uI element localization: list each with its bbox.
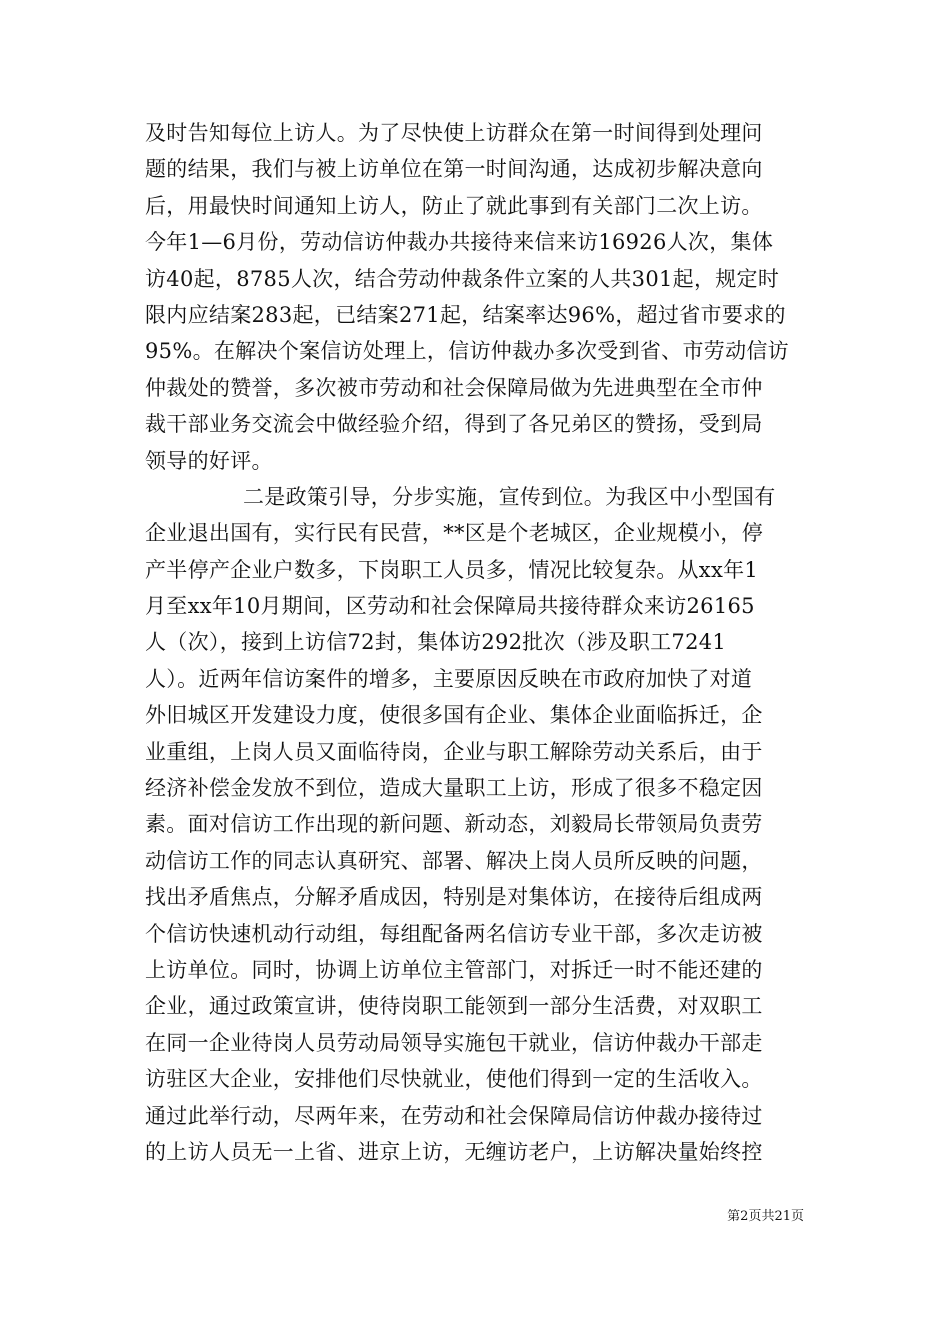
text-line-21: 动信访工作的同志认真研究、部署、解决上岗人员所反映的问题，	[145, 848, 763, 873]
paragraph-2-first-line: 二是政策引导，分步实施，宣传到位。为我区中小型国有	[243, 484, 776, 509]
text-line-1: 及时告知每位上访人。为了尽快使上访群众在第一时间得到处理问	[145, 121, 763, 145]
text-line-3: 后，用最快时间通知上访人，防止了就此事到有关部门二次上访。	[145, 193, 763, 218]
text-line-28: 通过此举行动，尽两年来，在劳动和社会保障局信访仲裁办接待过	[145, 1103, 763, 1128]
text-line-29: 的上访人员无一上省、进京上访，无缠访老户，上访解决量始终控	[145, 1139, 763, 1164]
text-line-10: 领导的好评。	[145, 448, 273, 473]
body-text	[145, 115, 805, 1170]
text-line-16: 人）。近两年信访案件的增多，主要原因反映在市政府加快了对道	[145, 666, 753, 691]
text-line-6: 限内应结案283起，已结案271起，结案率达96%，超过省市要求的	[145, 302, 786, 327]
text-line-9: 裁干部业务交流会中做经验介绍，得到了各兄弟区的赞扬，受到局	[145, 412, 763, 437]
text-line-14: 月至xx年10月期间，区劳动和社会保障局共接待群众来访26165	[145, 594, 755, 619]
text-line-27: 访驻区大企业，安排他们尽快就业，使他们得到一定的生活收入。	[145, 1067, 763, 1092]
text-line-12: 企业退出国有，实行民有民营，**区是个老城区，企业规模小，停	[145, 521, 763, 546]
text-line-8: 仲裁处的赞誉，多次被市劳动和社会保障局做为先进典型在全市仲	[145, 375, 763, 400]
page-number-footer: 第2页共21页	[727, 1209, 804, 1224]
text-line-26: 在同一企业待岗人员劳动局领导实施包干就业，信访仲裁办干部走	[145, 1030, 763, 1055]
text-line-17: 外旧城区开发建设力度，使很多国有企业、集体企业面临拆迁，企	[145, 703, 763, 728]
text-line-23: 个信访快速机动行动组，每组配备两名信访专业干部，多次走访被	[145, 921, 763, 946]
text-line-2: 题的结果，我们与被上访单位在第一时间沟通，达成初步解决意向	[145, 157, 763, 182]
text-line-20: 素。面对信访工作出现的新问题、新动态，刘毅局长带领局负责劳	[145, 812, 763, 837]
text-line-25: 企业，通过政策宣讲，使待岗职工能领到一部分生活费，对双职工	[145, 994, 763, 1019]
text-line-18: 业重组，上岗人员又面临待岗，企业与职工解除劳动关系后，由于	[145, 739, 763, 764]
text-line-5: 访40起，8785人次，结合劳动仲裁条件立案的人共301起，规定时	[145, 266, 780, 291]
text-line-15: 人（次），接到上访信72封，集体访292批次（涉及职工7241	[145, 630, 727, 655]
text-line-22: 找出矛盾焦点，分解矛盾成因，特别是对集体访，在接待后组成两	[145, 885, 763, 910]
text-line-19: 经济补偿金发放不到位，造成大量职工上访，形成了很多不稳定因	[145, 776, 763, 801]
text-line-4: 今年1—6月份，劳动信访仲裁办共接待来信来访16926人次，集体	[145, 230, 774, 255]
text-line-7: 95%。在解决个案信访处理上，信访仲裁办多次受到省、市劳动信访	[145, 339, 789, 364]
text-line-13: 产半停产企业户数多，下岗职工人员多，情况比较复杂。从xx年1	[145, 557, 759, 582]
text-line-24: 上访单位。同时，协调上访单位主管部门，对拆迁一时不能还建的	[145, 957, 763, 982]
